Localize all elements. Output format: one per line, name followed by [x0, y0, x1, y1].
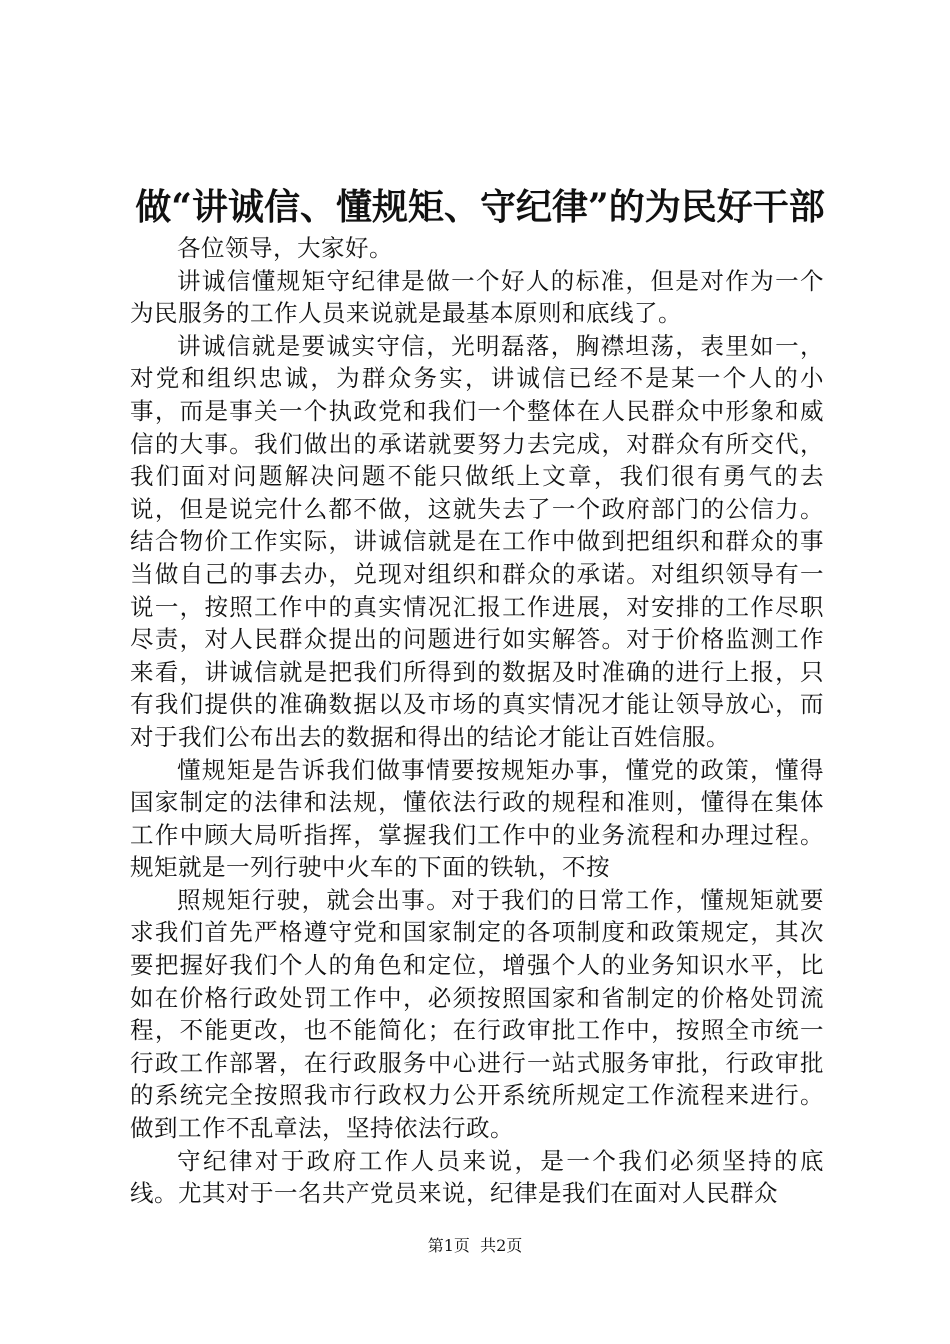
document-body: [130, 232, 824, 1210]
paragraph-rules-continued: 照规矩行驶，就会出事。对于我们的日常工作，懂规矩就要求我们首先严格遵守党和国家制定的各项制度和政策规定，其次要把握好我们个人的角色和定位，增强个人的业务知识水平，比如在价格行政处罚工作中，必须按照国家和省制定的价格处罚流程，不能更改，也不能简化；在行政审批工作中，按照全市统一行政工作部署，在行政服务中心进行一站式服务审批，行政审批的系统完全按照我市行政权力公开系统所规定工作流程来进行。做到工作不乱章法，坚持依法行政。: [130, 885, 824, 1143]
paragraph-intro: 讲诚信懂规矩守纪律是做一个好人的标准，但是对作为一个为民服务的工作人员来说就是最基本原则和底线了。: [130, 266, 824, 328]
document-title: 做“讲诚信、懂规矩、守纪律”的为民好干部: [135, 186, 825, 228]
paragraph-integrity: 讲诚信就是要诚实守信，光明磊落，胸襟坦荡，表里如一，对党和组织忠诚，为群众务实，讲诚信已经不是某一个人的小事，而是事关一个执政党和我们一个整体在人民群众中形象和威信的大事。我们做出的承诺就要努力去完成，对群众有所交代，我们面对问题解决问题不能只做纸上文章，我们很有勇气的去说，但是说完什么都不做，这就失去了一个政府部门的公信力。结合物价工作实际，讲诚信就是在工作中做到把组织和群众的事当做自己的事去办，兑现对组织和群众的承诺。对组织领导有一说一，按照工作中的真实情况汇报工作进展，对安排的工作尽职尽责，对人民群众提出的问题进行如实解答。对于价格监测工作来看，讲诚信就是把我们所得到的数据及时准确的进行上报，只有我们提供的准确数据以及市场的真实情况才能让领导放心，而对于我们公布出去的数据和得出的结论才能让百姓信服。: [130, 331, 824, 751]
paragraph-discipline: 守纪律对于政府工作人员来说，是一个我们必须坚持的底线。尤其对于一名共产党员来说，纪律是我们在面对人民群众: [130, 1146, 824, 1208]
paragraph-greeting: 各位领导，大家好。: [177, 234, 393, 262]
paragraph-rules: 懂规矩是告诉我们做事情要按规矩办事，懂党的政策，懂得国家制定的法律和法规，懂依法行政的规程和准则，懂得在集体工作中顾大局听指挥，掌握我们工作中的业务流程和办理过程。规矩就是一列行驶中火车的下面的铁轨，不按: [130, 755, 824, 882]
page-footer: 第1页 共2页: [427, 1236, 523, 1255]
